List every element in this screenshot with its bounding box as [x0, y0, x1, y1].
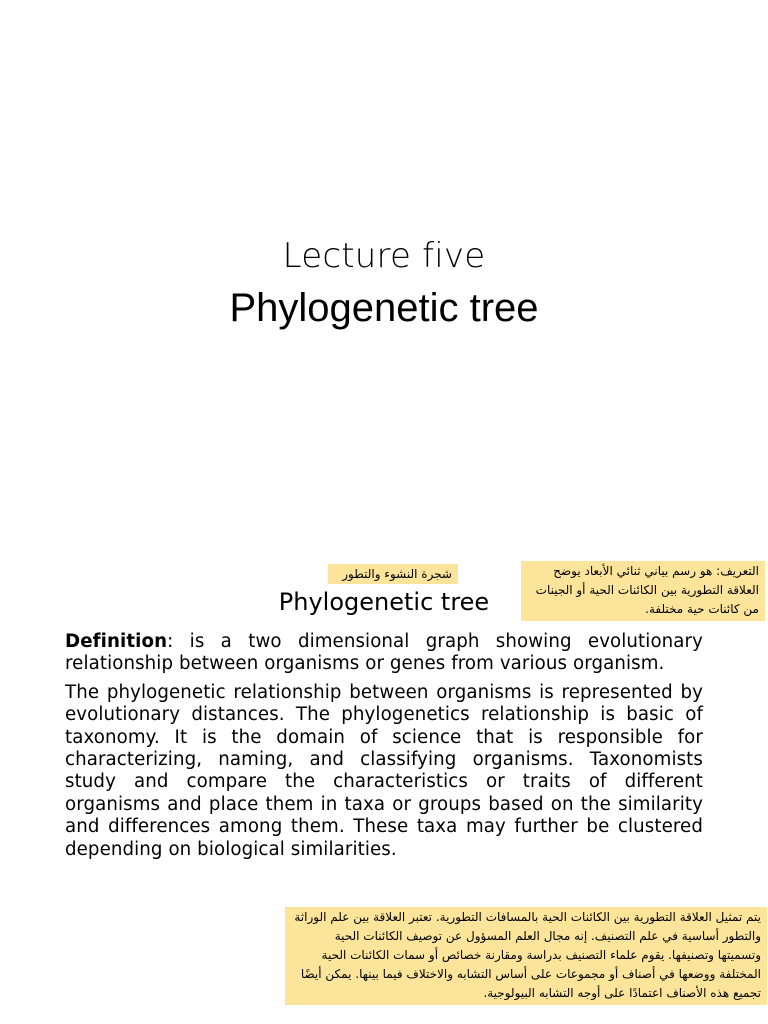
definition-paragraph [65, 631, 703, 676]
subtitle: Phylogenetic tree [278, 588, 490, 616]
main-title: Phylogenetic tree [229, 286, 539, 330]
definition-text: : is a two dimensional graph showing evolutionary relationship between organisms or genes from various organism. [65, 631, 703, 675]
body-text [65, 631, 703, 861]
arabic-definition-note: التعريف: هو رسم بياني ثنائي الأبعاد يوضح العلاقة التطورية بين الكائنات الحية أو الجينات من كائنات حية مختلفة. [521, 561, 765, 621]
phylogenetic-paragraph: The phylogenetic relationship between organisms is represented by evolutionary distances. The phylogenetics relationship is basic of taxonomy. It is the domain of science that is responsible for characterizing, naming, and classifying organisms. Taxonomists study and compare the characteristics or traits of different organisms and place them in taxa or groups based on the similarity and differences among them. These taxa may further be clustered depending on biological similarities. [65, 681, 703, 860]
definition-term: Definition [65, 631, 168, 652]
arabic-paragraph-note: يتم تمثيل العلاقة التطورية بين الكائنات الحية بالمسافات التطورية. تعتبر العلاقة بين علم الوراثة والتطور أساسية في علم التصنيف. إنه مجال العلم المسؤول عن توصيف الكائنات الحية وتسميتها وتصنيفها. يقوم علماء التصنيف بدراسة ومقارنة خصائص أو سمات الكائنات الحية المختلفة ووضعها في أصناف أو مجموعات على أساس التشابه والاختلاف فيما بينها. يمكن أيضًا تجميع هذه الأصناف اعتمادًا على أوجه التشابه البيولوجية. [285, 907, 767, 1005]
lecture-title: Lecture five [282, 236, 486, 276]
arabic-title-note: شجرة النشوء والتطور [328, 564, 458, 584]
